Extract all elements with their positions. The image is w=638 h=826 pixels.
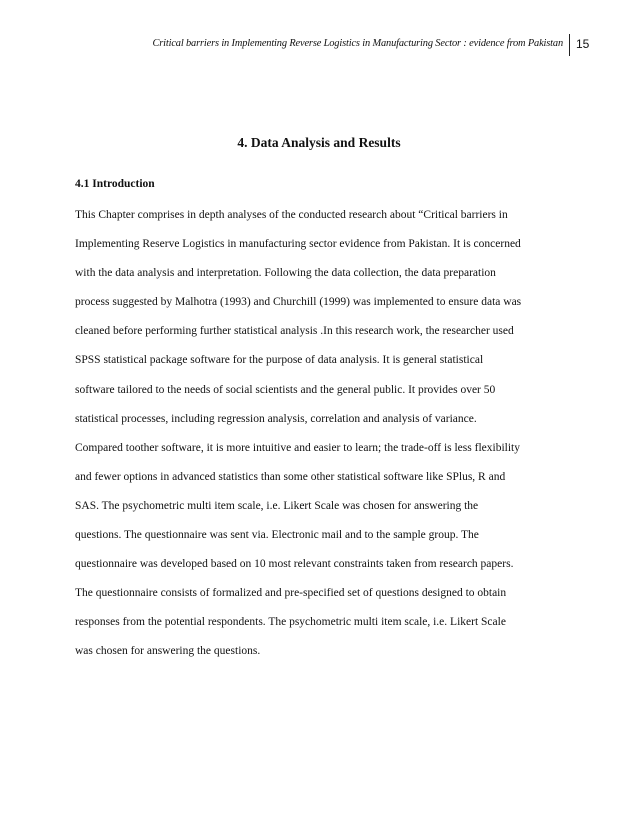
paragraph-line: SAS. The psychometric multi item scale, i.e. Likert Scale was chosen for answering the [75, 499, 479, 512]
paragraph-line: Implementing Reserve Logistics in manufacturing sector evidence from Pakistan. It is concerned [75, 238, 521, 251]
paragraph-line: The questionnaire consists of formalized and pre-specified set of questions designed to obtain [75, 587, 507, 600]
paragraph-line: cleaned before performing further statistical analysis .In this research work, the researcher used [75, 325, 514, 338]
paragraph-line: SPSS statistical package software for the purpose of data analysis. It is general statistical [75, 354, 484, 367]
section-title: 4.1 Introduction [75, 178, 155, 190]
header-divider [569, 34, 570, 56]
paragraph-line: was chosen for answering the questions. [75, 645, 261, 658]
paragraph-line: This Chapter comprises in depth analyses of the conducted research about “Critical barriers in [75, 209, 508, 221]
paragraph-line: software tailored to the needs of social scientists and the general public. It provides over 50 [75, 383, 496, 396]
paragraph-line: and fewer options in advanced statistics than some other statistical software like SPlus, R and [75, 470, 506, 483]
running-title: Critical barriers in Implementing Reverse Logistics in Manufacturing Sector : evidence from Pakistan [152, 38, 563, 49]
page-number: 15 [576, 37, 590, 51]
paragraph-line: with the data analysis and interpretation. Following the data collection, the data preparation [75, 267, 496, 280]
body-paragraph [75, 206, 565, 672]
page-header [0, 36, 638, 56]
paragraph-line: responses from the potential respondents. The psychometric multi item scale, i.e. Likert Scale [75, 616, 506, 629]
paragraph-line: questionnaire was developed based on 10 most relevant constraints taken from research papers. [75, 558, 514, 571]
paragraph-line: questions. The questionnaire was sent via. Electronic mail and to the sample group. The [75, 529, 479, 542]
chapter-title: 4. Data Analysis and Results [237, 135, 401, 150]
paragraph-line: process suggested by Malhotra (1993) and Churchill (1999) was implemented to ensure data was [75, 296, 522, 309]
paragraph-line: Compared toother software, it is more intuitive and easier to learn; the trade-off is less flexibility [75, 441, 520, 454]
paragraph-line: statistical processes, including regression analysis, correlation and analysis of variance. [75, 412, 477, 425]
